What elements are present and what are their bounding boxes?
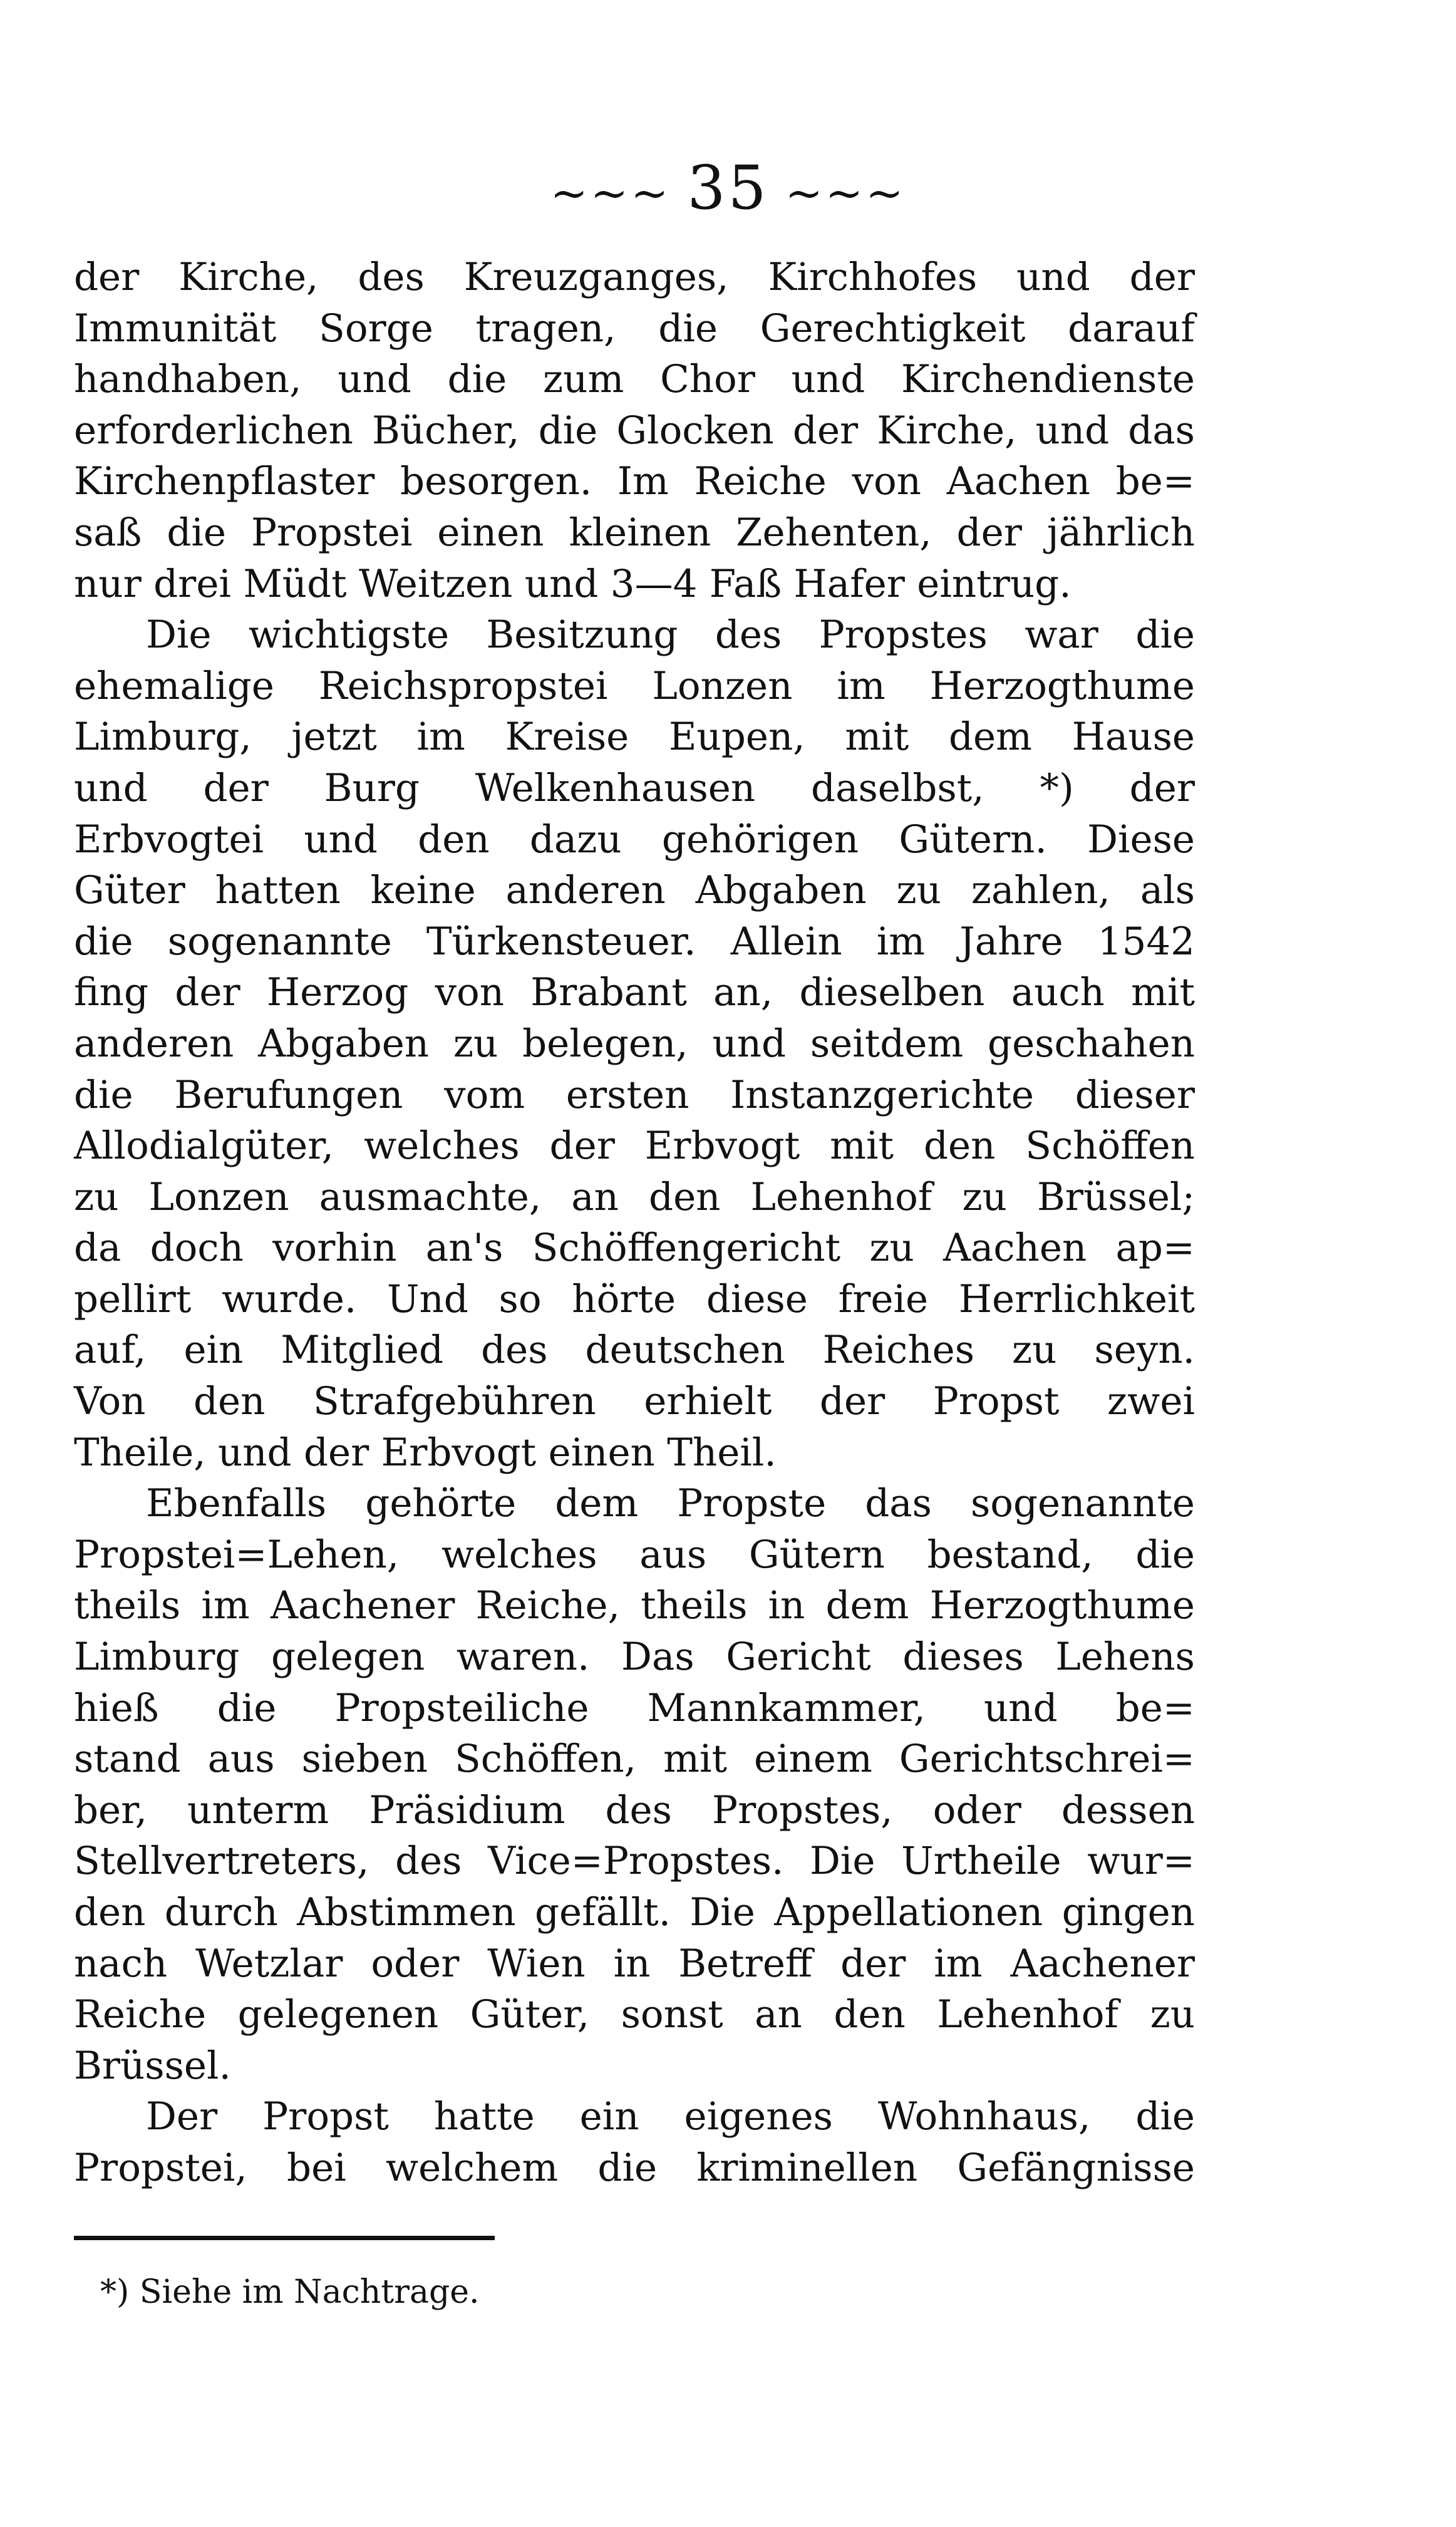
page-number: 35	[687, 153, 769, 223]
text-line: Kirchenpflaster besorgen. Im Reiche von Aachen be=	[74, 459, 1195, 504]
text-line: nur drei Müdt Weitzen und 3—4 Faß Hafer eintrug.	[74, 561, 1071, 606]
text-line: hieß die Propsteiliche Mannkammer, und be=	[74, 1685, 1195, 1730]
text-line: ber, unterm Präsidium des Propstes, oder dessen	[74, 1787, 1195, 1832]
footnote-rule	[74, 2236, 495, 2240]
text-line: Von den Strafgebühren erhielt der Propst zwei	[74, 1379, 1195, 1424]
ornament-left: ~~~	[550, 167, 671, 219]
text-line: Limburg gelegen waren. Das Gericht dieses Lehens	[74, 1635, 1195, 1680]
text-line: Ebenfalls gehörte dem Propste das sogenannte	[146, 1481, 1195, 1526]
page-header	[0, 153, 1456, 227]
text-line: Erbvogtei und den dazu gehörigen Gütern. Diese	[74, 817, 1195, 862]
text-line: Theile, und der Erbvogt einen Theil.	[74, 1430, 777, 1475]
text-line: saß die Propstei einen kleinen Zehenten, der jährlich	[74, 510, 1195, 555]
text-line: Güter hatten keine anderen Abgaben zu zahlen, als	[74, 868, 1195, 913]
text-line: Limburg, jetzt im Kreise Eupen, mit dem Hause	[74, 715, 1195, 760]
ornament-right: ~~~	[785, 167, 906, 219]
text-line: stand aus sieben Schöffen, mit einem Gerichtschrei=	[74, 1737, 1195, 1782]
text-line: erforderlichen Bücher, die Glocken der Kirche, und das	[74, 408, 1195, 453]
text-line: zu Lonzen ausmachte, an den Lehenhof zu Brüssel;	[74, 1174, 1195, 1219]
text-line: anderen Abgaben zu belegen, und seitdem geschahen	[74, 1021, 1195, 1066]
footnote: *) Siehe im Nachtrage.	[100, 2273, 480, 2311]
text-line: pellirt wurde. Und so hörte diese freie Herrlichkeit	[74, 1276, 1195, 1321]
text-line: Allodialgüter, welches der Erbvogt mit den Schöffen	[74, 1124, 1195, 1169]
text-line: handhaben, und die zum Chor und Kirchendienste	[74, 357, 1195, 402]
text-line: Stellvertreters, des Vice=Propstes. Die Urtheile wur=	[74, 1839, 1195, 1884]
text-line: auf, ein Mitglied des deutschen Reiches zu seyn.	[74, 1328, 1195, 1373]
text-line: Der Propst hatte ein eigenes Wohnhaus, die	[146, 2094, 1195, 2139]
text-line: den durch Abstimmen gefällt. Die Appellationen gingen	[74, 1890, 1195, 1935]
text-line: fing der Herzog von Brabant an, dieselben auch mit	[74, 970, 1195, 1015]
text-line: Propstei=Lehen, welches aus Gütern bestand, die	[74, 1532, 1195, 1577]
text-line: die sogenannte Türkensteuer. Allein im Jahre 1542	[74, 919, 1195, 964]
text-line: Die wichtigste Besitzung des Propstes war die	[146, 612, 1195, 658]
body-text	[74, 252, 1195, 2194]
text-line: Propstei, bei welchem die kriminellen Gefängnisse	[74, 2145, 1195, 2190]
text-line: theils im Aachener Reiche, theils in dem Herzogthume	[74, 1583, 1195, 1628]
text-line: die Berufungen vom ersten Instanzgerichte dieser	[74, 1072, 1195, 1117]
text-line: der Kirche, des Kreuzganges, Kirchhofes und der	[74, 255, 1195, 299]
text-line: Brüssel.	[74, 2043, 231, 2088]
text-line: Reiche gelegenen Güter, sonst an den Lehenhof zu	[74, 1992, 1195, 2037]
text-line: ehemalige Reichspropstei Lonzen im Herzogthume	[74, 663, 1195, 708]
text-line: da doch vorhin an's Schöffengericht zu Aachen ap=	[74, 1226, 1195, 1271]
text-line: und der Burg Welkenhausen daselbst, *) der	[74, 765, 1195, 810]
text-line: Immunität Sorge tragen, die Gerechtigkeit darauf	[74, 306, 1195, 351]
text-line: nach Wetzlar oder Wien in Betreff der im Aachener	[74, 1941, 1195, 1986]
